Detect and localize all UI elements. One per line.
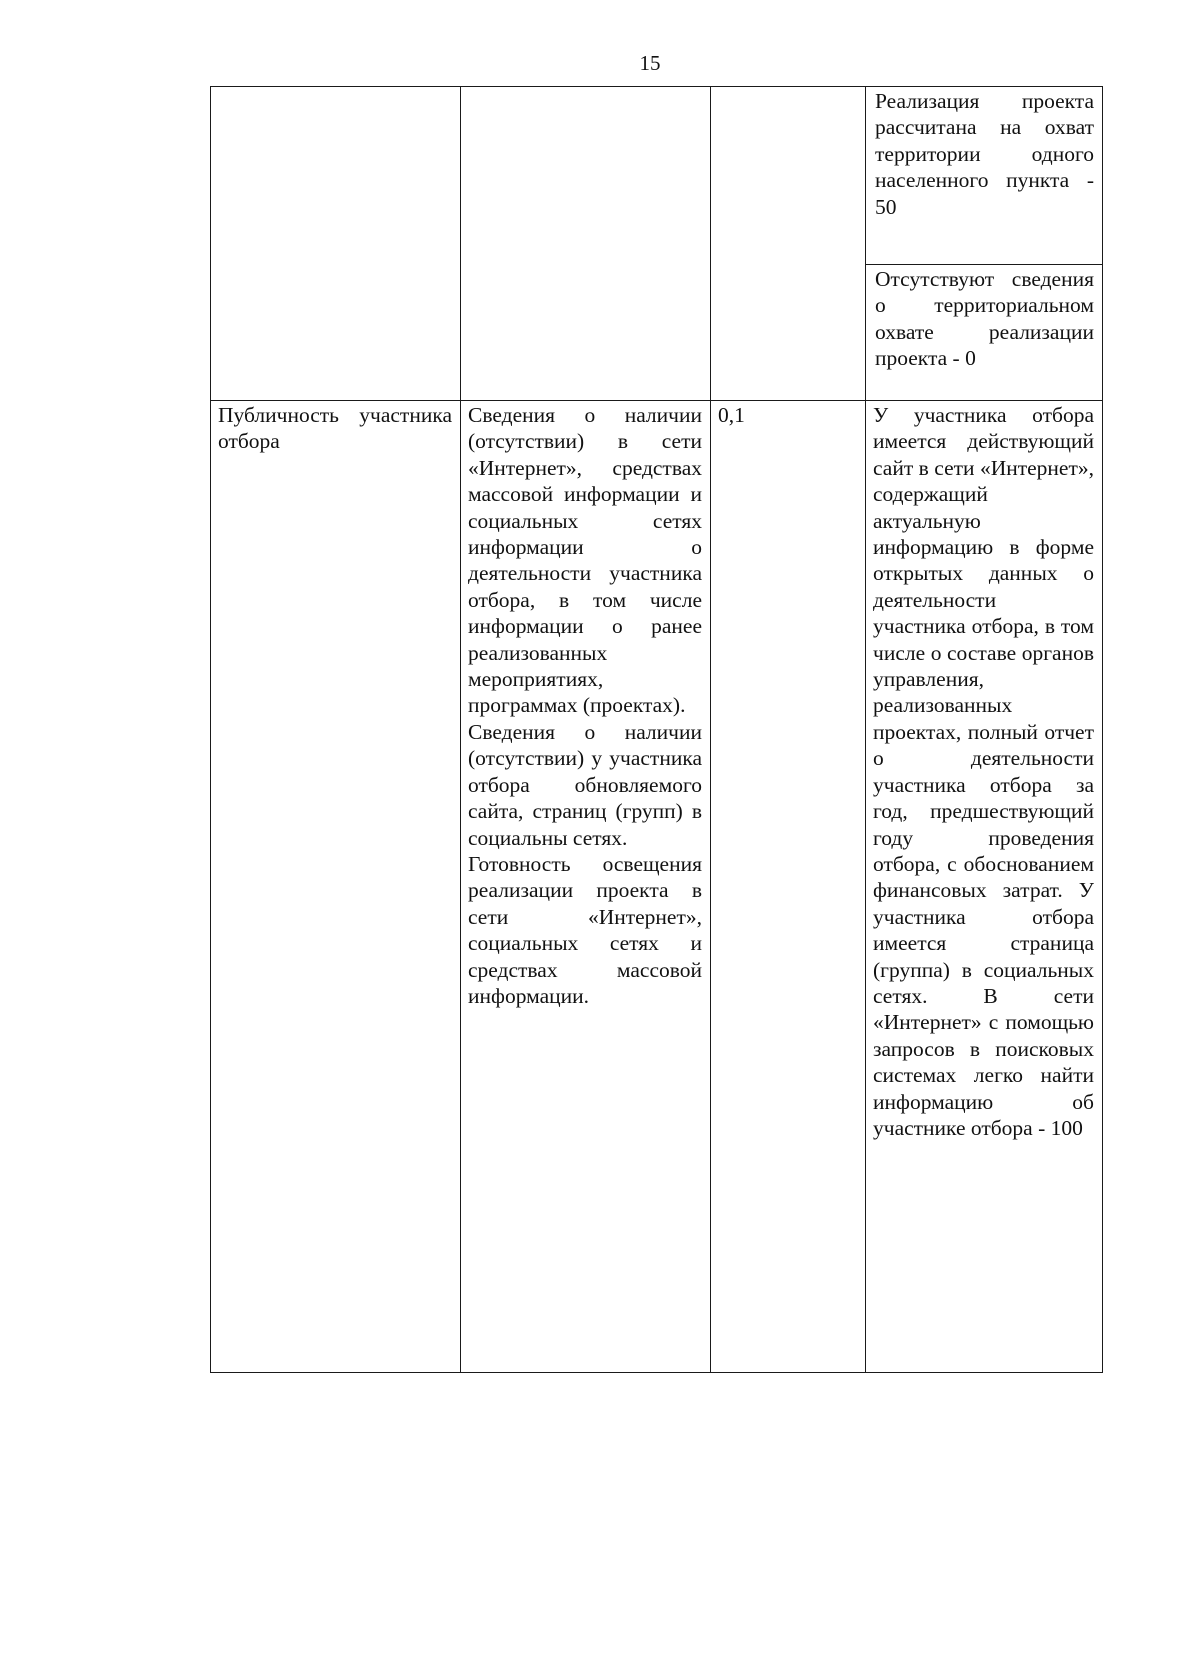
- table-row-publicity: [211, 401, 1103, 1373]
- score-option: Реализация проекта рассчитана на охват территории одного населенного пункта - 50: [866, 87, 1102, 265]
- description-cell-empty: [461, 87, 711, 401]
- score-option: Отсутствуют сведения о территориальном охвате реализации проекта - 0: [875, 267, 1094, 371]
- weight-cell: 0,1: [711, 401, 866, 1373]
- criteria-table: [210, 86, 1103, 1373]
- criterion-cell-empty: [211, 87, 461, 401]
- description-cell: [461, 401, 711, 1373]
- table-row-continuation: [211, 87, 1103, 401]
- score-cell-continuation: [866, 87, 1103, 401]
- page-number: 15: [639, 51, 661, 75]
- weight-cell-empty: [711, 87, 866, 401]
- description-paragraph: Готовность освещения реализации проекта в сети «Интернет», социальных сетях и средствах массовой информации.: [468, 851, 702, 1008]
- score-cell: У участника отбора имеется действующий сайт в сети «Интернет», содержащий актуальную информацию в форме открытых данных о деятельности участника отбора, в том числе о составе органов управления, реализованных проектах, полный отчет о деятельности участника отбора за год, предшествующий году проведения отбора, с обоснованием финансовых затрат. У участника отбора имеется страница (группа) в социальных сетях. В сети «Интернет» с помощью запросов в поисковых системах легко найти информацию об участнике отбора - 100: [866, 401, 1103, 1373]
- description-paragraph: Сведения о наличии (отсутствии) в сети «Интернет», средствах массовой информации и социальных сетях информации о деятельности участника отбора, в том числе информации о ранее реализованных мероприятиях, программах (проектах).: [468, 403, 702, 718]
- criterion-cell: Публичность участника отбора: [211, 401, 461, 1373]
- description-paragraph: Сведения о наличии (отсутствии) у участника отбора обновляемого сайта, страниц (групп) в социальны сетях.: [468, 719, 702, 850]
